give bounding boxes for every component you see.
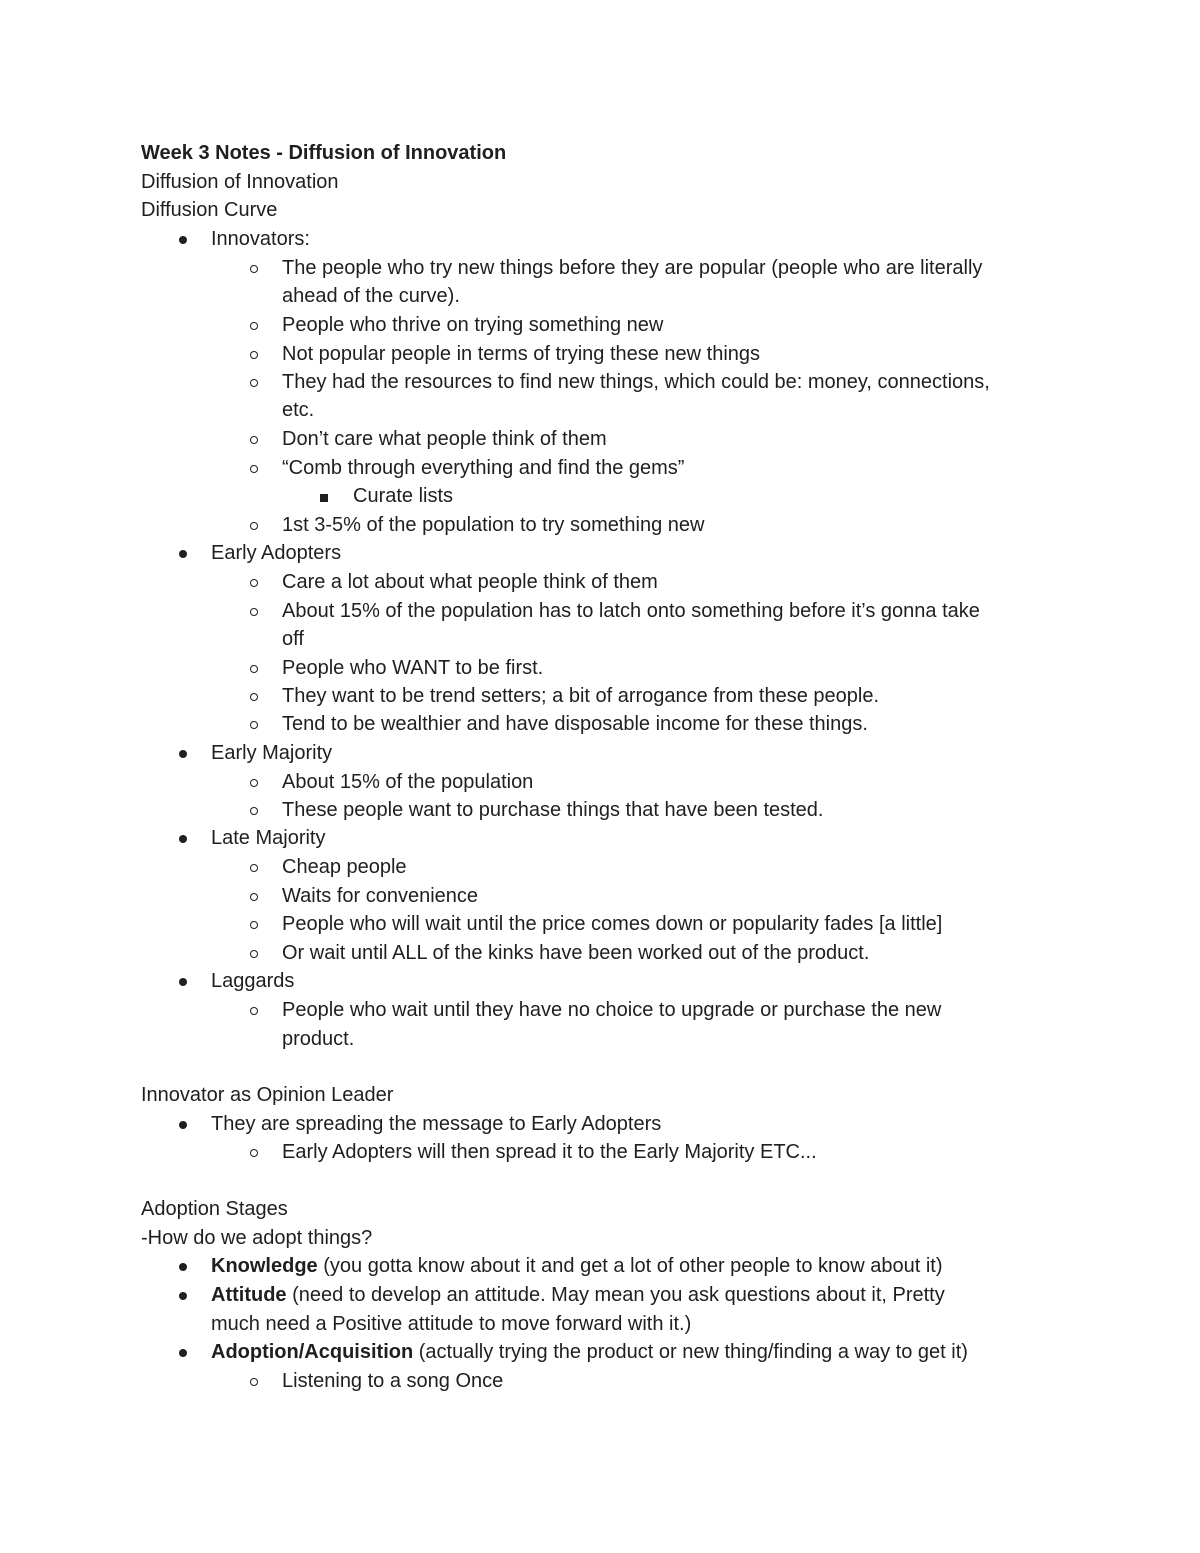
bullet-disc-icon [179,978,187,986]
bullet-circle-icon [250,950,258,958]
section-heading: Diffusion of Innovation [141,171,339,193]
list-item: Waits for convenience [282,885,479,907]
list-item: Innovators: [211,228,310,250]
bullet-circle-icon [250,608,258,616]
section-heading: Adoption Stages [141,1198,288,1220]
list-item: Listening to a song Once [282,1370,504,1392]
list-item: People who WANT to be first. [282,657,544,679]
bullet-circle-icon [250,522,258,530]
bullet-circle-icon [250,265,258,273]
bullet-circle-icon [250,864,258,872]
list-item: Early Majority [211,742,333,764]
list-item: “Comb through everything and find the gems” [282,457,685,479]
list-item [211,1283,945,1307]
section-heading: Diffusion Curve [141,199,278,221]
bullet-disc-icon [179,236,187,244]
list-item: 1st 3-5% of the population to try something new [282,514,705,536]
term-description: (need to develop an attitude. May mean you ask questions about it, Pretty [286,1284,945,1306]
bullet-circle-icon [250,351,258,359]
bullet-circle-icon [250,1149,258,1157]
bullet-circle-icon [250,379,258,387]
list-item: Early Adopters will then spread it to the Early Majority ETC... [282,1141,817,1163]
list-item [211,1254,943,1278]
list-item: They want to be trend setters; a bit of arrogance from these people. [282,685,880,707]
bullet-circle-icon [250,436,258,444]
list-item: Tend to be wealthier and have disposable income for these things. [282,713,868,735]
list-item-continuation: etc. [282,399,315,421]
list-item: Laggards [211,970,295,992]
bullet-circle-icon [250,893,258,901]
list-item: Not popular people in terms of trying these new things [282,343,761,365]
bullet-circle-icon [250,1378,258,1386]
bullet-disc-icon [179,1292,187,1300]
list-item: People who will wait until the price comes down or popularity fades [a little] [282,913,943,935]
bullet-disc-icon [179,1263,187,1271]
term-attitude: Attitude [211,1284,287,1306]
bullet-disc-icon [179,1349,187,1357]
bullet-disc-icon [179,750,187,758]
list-item-continuation: much need a Positive attitude to move forward with it.) [211,1313,692,1335]
term-description: (actually trying the product or new thing/finding a way to get it) [413,1341,968,1363]
term-acquisition: Adoption/Acquisition [211,1341,414,1363]
bullet-circle-icon [250,665,258,673]
list-item: These people want to purchase things that have been tested. [282,799,824,821]
list-item: About 15% of the population has to latch onto something before it’s gonna take [282,600,980,622]
bullet-circle-icon [250,807,258,815]
list-item: People who wait until they have no choice to upgrade or purchase the new [282,999,942,1021]
bullet-disc-icon [179,550,187,558]
list-item: Or wait until ALL of the kinks have been worked out of the product. [282,942,870,964]
bullet-circle-icon [250,721,258,729]
list-item: The people who try new things before they are popular (people who are literally [282,257,983,279]
list-item: Early Adopters [211,542,342,564]
bullet-circle-icon [250,465,258,473]
term-knowledge: Knowledge [211,1255,318,1277]
bullet-circle-icon [250,579,258,587]
list-item: They had the resources to find new things, which could be: money, connections, [282,371,990,393]
list-item [211,1340,968,1364]
term-description: (you gotta know about it and get a lot of other people to know about it) [317,1255,943,1277]
list-item: About 15% of the population [282,771,534,793]
bullet-disc-icon [179,1121,187,1129]
bullet-square-icon [320,494,328,502]
list-item-continuation: product. [282,1028,355,1050]
bullet-circle-icon [250,693,258,701]
list-item: Cheap people [282,856,407,878]
question-text: -How do we adopt things? [141,1227,373,1249]
bullet-disc-icon [179,835,187,843]
section-heading: Innovator as Opinion Leader [141,1084,394,1106]
list-item: They are spreading the message to Early Adopters [211,1113,662,1135]
document-title: Week 3 Notes - Diffusion of Innovation [141,142,507,164]
list-item: Late Majority [211,827,326,849]
bullet-circle-icon [250,779,258,787]
list-item: Care a lot about what people think of them [282,571,658,593]
list-item: Don’t care what people think of them [282,428,607,450]
bullet-circle-icon [250,921,258,929]
list-item-continuation: ahead of the curve). [282,285,460,307]
list-item: People who thrive on trying something new [282,314,664,336]
bullet-circle-icon [250,322,258,330]
list-item: Curate lists [353,485,454,507]
list-item-continuation: off [282,628,304,650]
bullet-circle-icon [250,1007,258,1015]
